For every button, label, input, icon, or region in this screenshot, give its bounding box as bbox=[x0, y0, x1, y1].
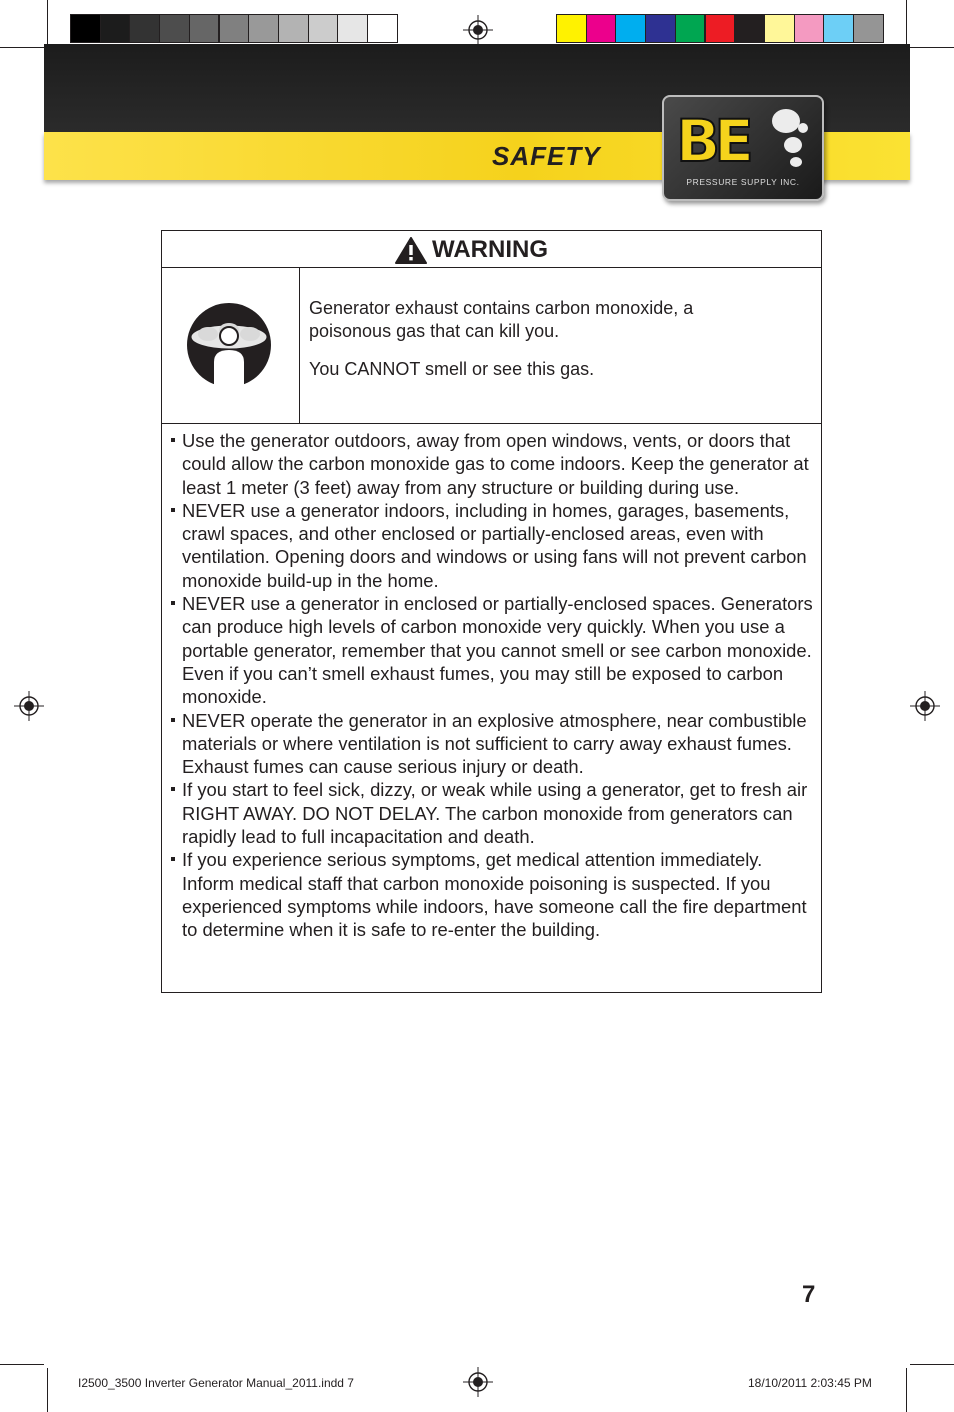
warning-message: Generator exhaust contains carbon monoxide, a poisonous gas that can kill you. bbox=[309, 298, 694, 341]
color-swatch bbox=[615, 14, 646, 43]
warning-box bbox=[161, 230, 822, 993]
color-swatch bbox=[794, 14, 825, 43]
color-swatch bbox=[70, 14, 101, 43]
list-item: If you start to feel sick, dizzy, or weak while using a generator, get to fresh air RIGHT AWAY. DO NOT DELAY. The carbon monoxide from generators can rapidly lead to full incapacitation and death. bbox=[170, 778, 818, 848]
safety-bullet-list bbox=[170, 429, 818, 942]
color-swatch bbox=[823, 14, 854, 43]
color-swatch bbox=[367, 14, 398, 43]
warning-triangle-icon bbox=[395, 237, 427, 264]
color-swatch bbox=[853, 14, 884, 43]
registration-mark-icon bbox=[910, 691, 940, 721]
slug-filename: I2500_3500 Inverter Generator Manual_2011.indd 7 bbox=[78, 1376, 354, 1390]
list-item: NEVER use a generator in enclosed or partially-enclosed spaces. Generators can produce high levels of carbon monoxide very quickly. When you use a portable generator, remember that you cannot smell or see carbon monoxide. Even if you can’t smell exhaust fumes, you may still be exposed to carbon monoxide. bbox=[170, 592, 818, 708]
slug-timestamp: 18/10/2011 2:03:45 PM bbox=[748, 1376, 872, 1390]
color-swatch bbox=[705, 14, 736, 43]
crop-mark bbox=[906, 1368, 907, 1412]
color-swatch bbox=[675, 14, 706, 43]
carbon-monoxide-icon bbox=[186, 302, 272, 388]
color-swatch bbox=[159, 14, 190, 43]
hazard-icon-cell bbox=[162, 268, 300, 424]
color-swatch bbox=[337, 14, 368, 43]
logo-subtitle: PRESSURE SUPPLY INC. bbox=[686, 177, 800, 187]
logo-text: BE bbox=[676, 107, 748, 175]
list-item: If you experience serious symptoms, get medical attention immediately. Inform medical staff that carbon monoxide poisoning is suspected. If you experienced symptoms while indoors, have someone call the fire department to determine when it is safe to re-enter the building. bbox=[170, 848, 818, 941]
list-item: NEVER use a generator indoors, including in homes, garages, basements, crawl spaces, and other enclosed or partially-enclosed areas, even with ventilation. Opening doors and windows or using fans will not prevent carbon monoxide build-up in the home. bbox=[170, 499, 818, 592]
color-swatch bbox=[189, 14, 220, 43]
color-swatch bbox=[556, 14, 587, 43]
crop-mark bbox=[0, 47, 44, 48]
color-swatch bbox=[129, 14, 160, 43]
color-swatch bbox=[278, 14, 309, 43]
registration-mark-icon bbox=[14, 691, 44, 721]
color-swatch bbox=[734, 14, 765, 43]
crop-mark bbox=[47, 0, 48, 44]
color-swatch bbox=[764, 14, 795, 43]
warning-header bbox=[162, 231, 821, 268]
list-item: Use the generator outdoors, away from open windows, vents, or doors that could allow the carbon monoxide gas to come indoors. Keep the generator at least 1 meter (3 feet) away from any structure or building during use. bbox=[170, 429, 818, 499]
page-number: 7 bbox=[802, 1281, 816, 1308]
crop-mark bbox=[47, 1368, 48, 1412]
warning-title: WARNING bbox=[432, 236, 548, 263]
color-swatch bbox=[219, 14, 250, 43]
warning-message-cell bbox=[300, 268, 821, 424]
crop-mark bbox=[0, 1364, 44, 1365]
warning-message: You CANNOT smell or see this gas. bbox=[309, 359, 595, 379]
color-swatch bbox=[248, 14, 279, 43]
brand-logo bbox=[662, 95, 824, 201]
list-item: NEVER operate the generator in an explosive atmosphere, near combustible materials or where ventilation is not sufficient to carry away exhaust fumes. Exhaust fumes can cause serious injury or death. bbox=[170, 709, 818, 779]
crop-mark bbox=[910, 47, 954, 48]
color-swatch bbox=[100, 14, 131, 43]
color-swatch bbox=[645, 14, 676, 43]
registration-mark-icon bbox=[463, 15, 493, 45]
color-swatch bbox=[586, 14, 617, 43]
section-title: SAFETY bbox=[492, 141, 601, 171]
crop-mark bbox=[910, 1364, 954, 1365]
registration-mark-icon bbox=[463, 1367, 493, 1397]
color-swatch bbox=[308, 14, 339, 43]
crop-mark bbox=[906, 0, 907, 44]
